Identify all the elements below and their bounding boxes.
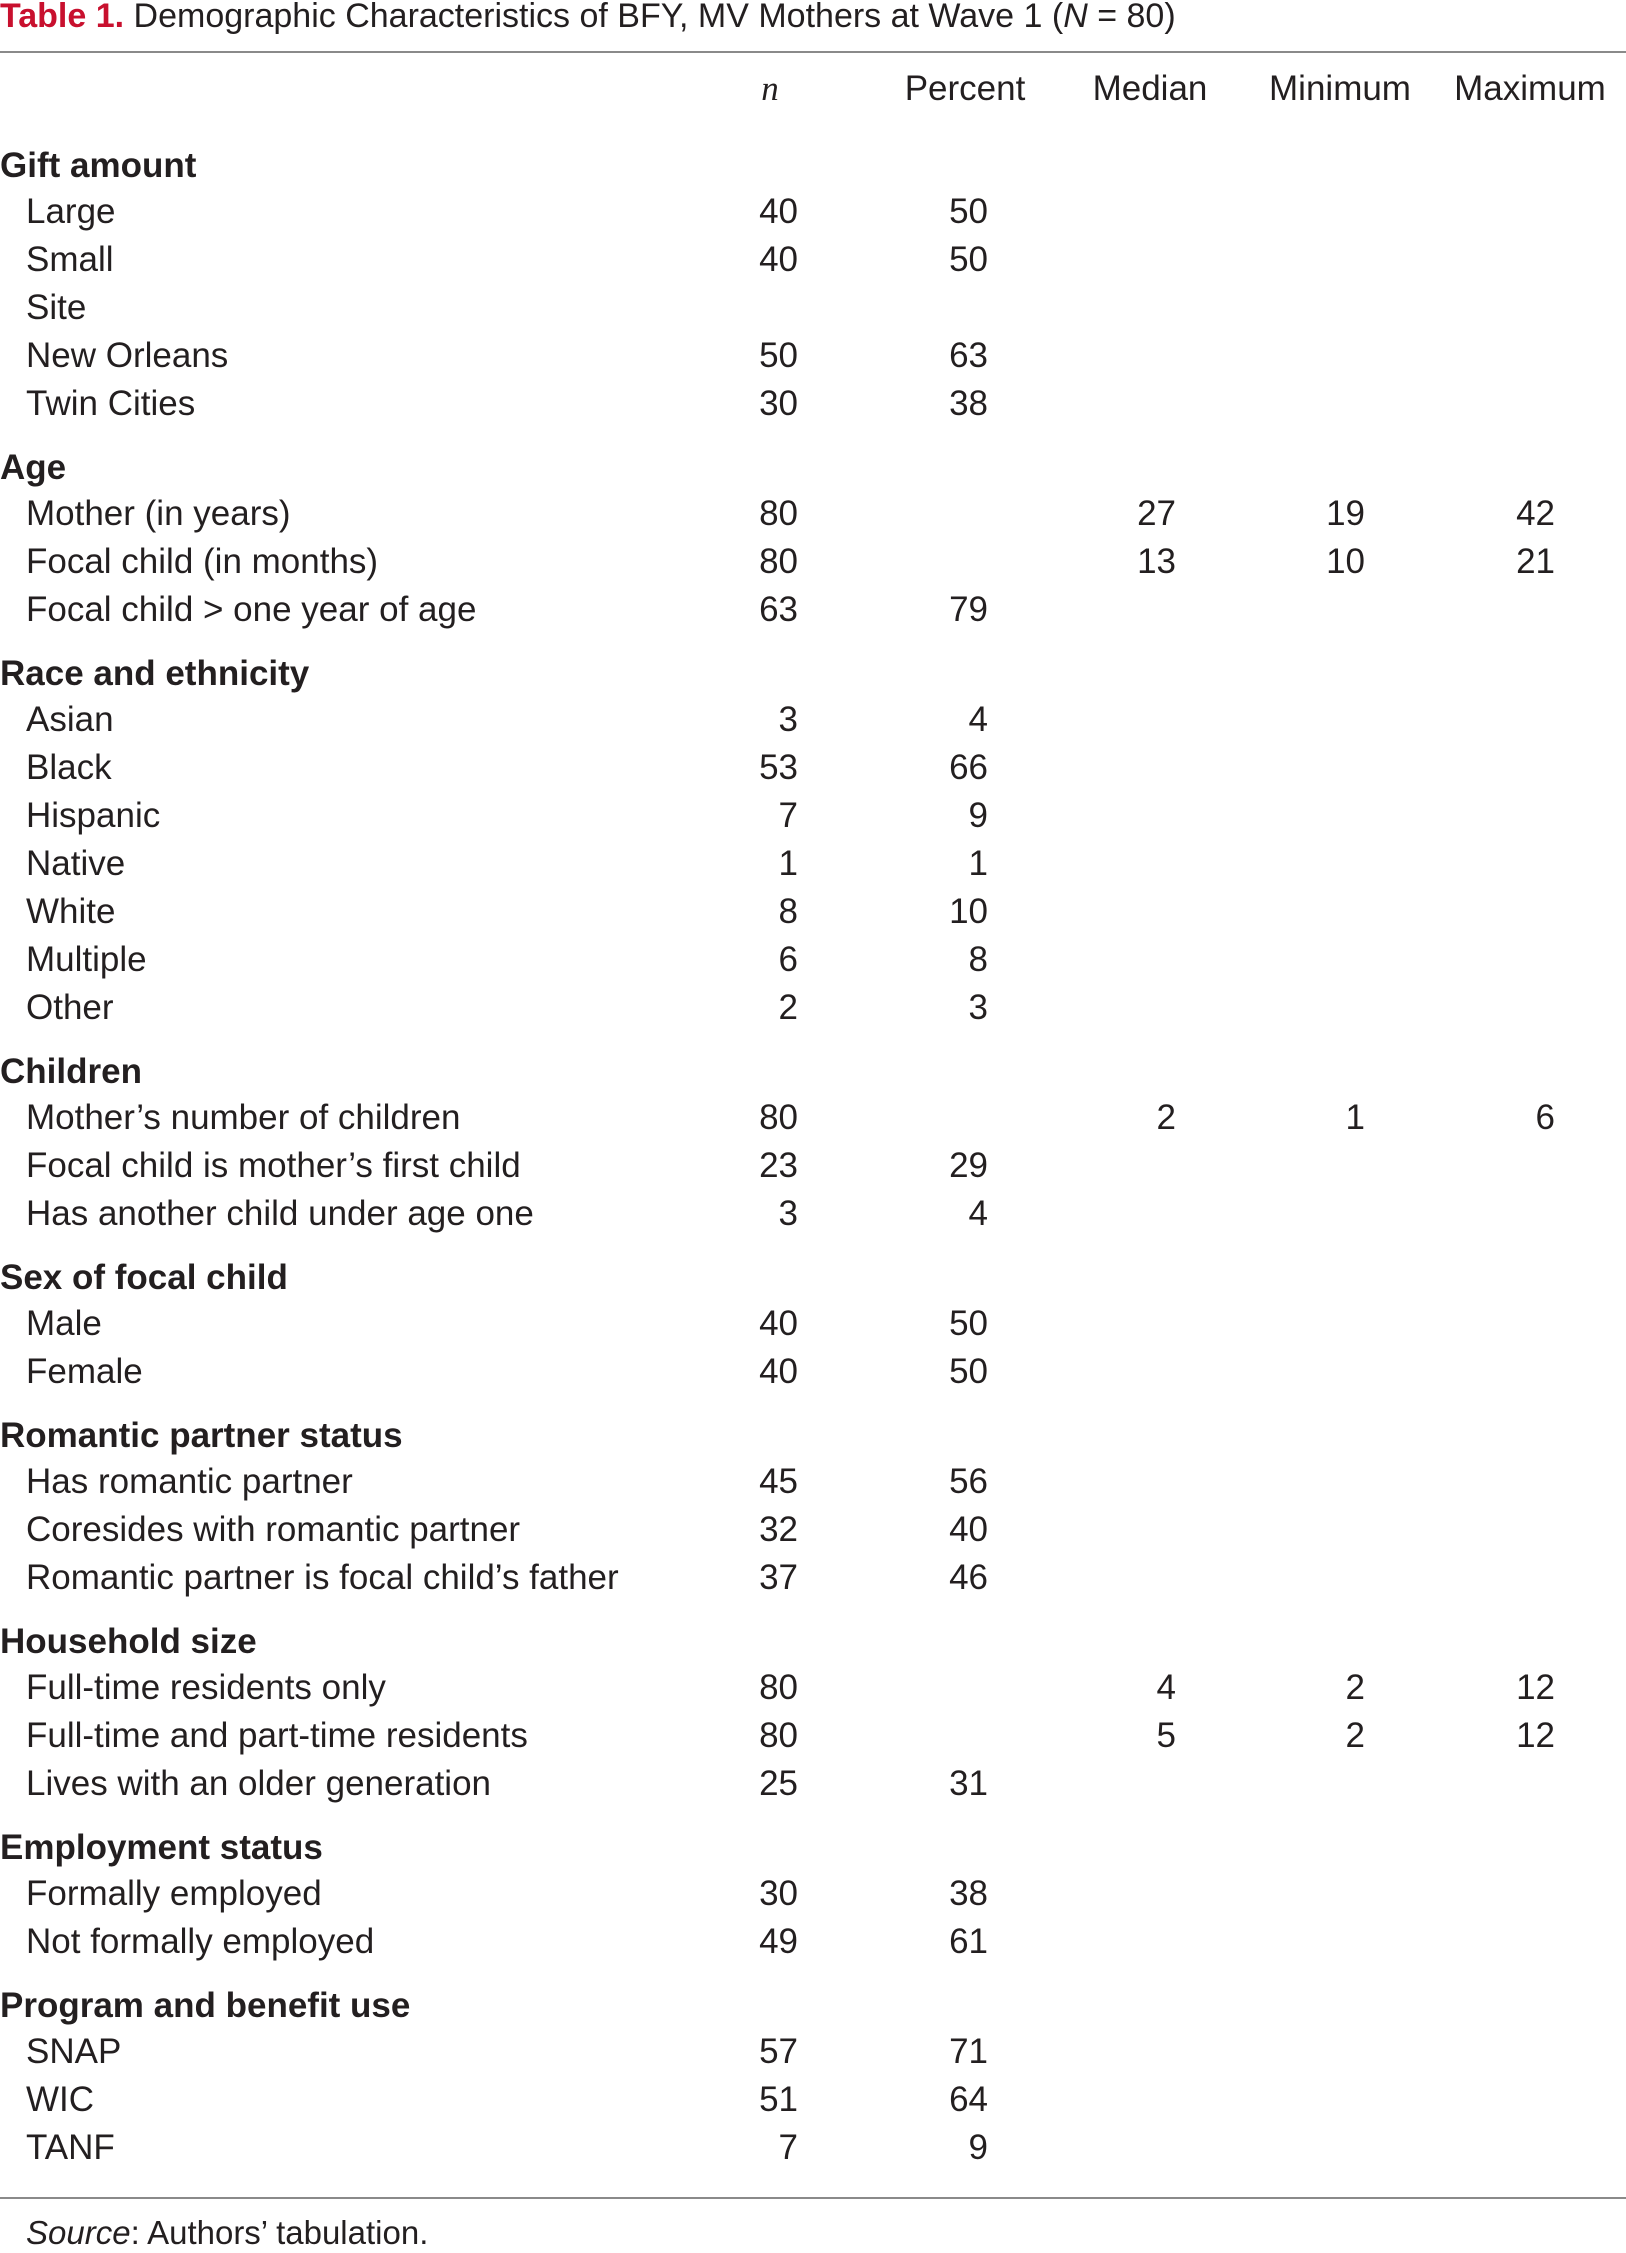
cell-pct: 1	[968, 844, 988, 883]
section-heading	[0, 634, 1626, 696]
cell-min: 2	[1345, 1716, 1365, 1755]
cell-max: 42	[1516, 494, 1555, 533]
row-label: Coresides with romantic partner	[26, 1510, 521, 1549]
cell-pct: 79	[949, 590, 988, 629]
row-label: SNAP	[26, 2032, 122, 2071]
table-row	[0, 538, 1626, 586]
cell-med: 13	[1137, 542, 1176, 581]
cell-pct: 4	[968, 700, 988, 739]
cell-pct: 50	[949, 1304, 988, 1343]
cell-min: 19	[1326, 494, 1365, 533]
cell-pct: 40	[949, 1510, 988, 1549]
cell-n: 80	[759, 1098, 798, 1137]
row-label: Female	[26, 1352, 143, 1391]
cell-pct: 50	[949, 1352, 988, 1391]
cell-med: 4	[1156, 1668, 1176, 1707]
cell-n: 7	[778, 796, 798, 835]
cell-min: 2	[1345, 1668, 1365, 1707]
cell-pct: 8	[968, 940, 988, 979]
row-label: Large	[26, 192, 116, 231]
cell-pct: 38	[949, 384, 988, 423]
row-label: WIC	[26, 2080, 95, 2119]
table-row	[0, 1918, 1626, 1966]
section-title: Race and ethnicity	[0, 654, 310, 693]
cell-n: 40	[759, 240, 798, 279]
cell-n: 6	[778, 940, 798, 979]
table-row	[0, 984, 1626, 1032]
section-title: Children	[0, 1052, 142, 1091]
cell-max: 12	[1516, 1716, 1555, 1755]
bottom-rule	[0, 2197, 1626, 2199]
section-title: Romantic partner status	[0, 1416, 403, 1455]
cell-pct: 29	[949, 1146, 988, 1185]
table-title	[134, 0, 1176, 35]
table-row	[0, 792, 1626, 840]
table-row	[0, 1190, 1626, 1238]
cell-pct: 63	[949, 336, 988, 375]
table-title-n: N	[1063, 0, 1088, 35]
section-heading	[0, 428, 1626, 490]
cell-pct: 3	[968, 988, 988, 1027]
header-minimum: Minimum	[1269, 69, 1411, 108]
cell-n: 45	[759, 1462, 798, 1501]
cell-n: 3	[778, 1194, 798, 1233]
cell-n: 2	[778, 988, 798, 1027]
table-row	[0, 1142, 1626, 1190]
table-row	[0, 888, 1626, 936]
table-row	[0, 284, 1626, 332]
cell-n: 40	[759, 1352, 798, 1391]
cell-n: 80	[759, 494, 798, 533]
section-heading	[0, 1032, 1626, 1094]
table-row	[0, 1348, 1626, 1396]
section-heading	[0, 1396, 1626, 1458]
row-label: Mother (in years)	[26, 494, 291, 533]
table-row	[0, 1554, 1626, 1602]
header-median: Median	[1092, 69, 1208, 108]
row-label: Twin Cities	[26, 384, 196, 423]
table-row	[0, 1506, 1626, 1554]
row-label: Full-time and part-time residents	[26, 1716, 528, 1755]
row-label: Focal child is mother’s first child	[26, 1146, 521, 1185]
row-label: Lives with an older generation	[26, 1764, 492, 1803]
cell-pct: 71	[949, 2032, 988, 2071]
row-label: TANF	[26, 2128, 115, 2167]
cell-pct: 9	[968, 796, 988, 835]
cell-n: 8	[778, 892, 798, 931]
row-label: Has romantic partner	[26, 1462, 353, 1501]
table-header	[0, 52, 1626, 126]
row-label: Focal child > one year of age	[26, 590, 477, 629]
cell-med: 2	[1156, 1098, 1176, 1137]
table-label: Table 1.	[0, 0, 125, 35]
table-row	[0, 1094, 1626, 1142]
table-title-pre: Demographic Characteristics of BFY, MV Mothers at Wave 1 (	[133, 0, 1064, 35]
row-label: Native	[26, 844, 126, 883]
cell-pct: 56	[949, 1462, 988, 1501]
cell-n: 3	[778, 700, 798, 739]
cell-n: 80	[759, 542, 798, 581]
cell-n: 49	[759, 1922, 798, 1961]
table-row	[0, 2124, 1626, 2172]
cell-n: 30	[759, 1874, 798, 1913]
table-row	[0, 490, 1626, 538]
section-heading	[0, 126, 1626, 188]
row-label: Male	[26, 1304, 102, 1343]
cell-n: 40	[759, 192, 798, 231]
row-label: New Orleans	[26, 336, 229, 375]
data-table	[0, 52, 1626, 2172]
table-row	[0, 840, 1626, 888]
cell-pct: 50	[949, 240, 988, 279]
table-row	[0, 1458, 1626, 1506]
cell-pct: 61	[949, 1922, 988, 1961]
cell-n: 80	[759, 1716, 798, 1755]
table-caption	[0, 0, 1176, 36]
cell-n: 80	[759, 1668, 798, 1707]
table-row	[0, 696, 1626, 744]
cell-pct: 66	[949, 748, 988, 787]
row-label: Romantic partner is focal child’s father	[26, 1558, 619, 1597]
cell-max: 6	[1535, 1098, 1555, 1137]
row-label: Focal child (in months)	[26, 542, 379, 581]
cell-pct: 50	[949, 192, 988, 231]
cell-n: 23	[759, 1146, 798, 1185]
cell-pct: 9	[968, 2128, 988, 2167]
section-title: Employment status	[0, 1828, 323, 1867]
table-row	[0, 1760, 1626, 1808]
row-label: Multiple	[26, 940, 147, 979]
header-percent: Percent	[904, 69, 1026, 108]
cell-med: 27	[1137, 494, 1176, 533]
cell-max: 21	[1516, 542, 1555, 581]
table-title-post: = 80)	[1087, 0, 1176, 35]
table-row	[0, 332, 1626, 380]
row-label: Has another child under age one	[26, 1194, 534, 1233]
table-row	[0, 380, 1626, 428]
row-label: Mother’s number of children	[26, 1098, 461, 1137]
table-row	[0, 1870, 1626, 1918]
section-title: Age	[0, 448, 67, 487]
source-text: : Authors’ tabulation.	[130, 2214, 429, 2251]
section-heading	[0, 1602, 1626, 1664]
cell-min: 1	[1345, 1098, 1365, 1137]
section-heading	[0, 1238, 1626, 1300]
section-title: Gift amount	[0, 146, 197, 185]
cell-n: 51	[759, 2080, 798, 2119]
cell-n: 25	[759, 1764, 798, 1803]
row-label: Site	[26, 288, 87, 327]
section-heading	[0, 1808, 1626, 1870]
cell-n: 37	[759, 1558, 798, 1597]
table-row	[0, 586, 1626, 634]
table-row	[0, 744, 1626, 792]
row-label: Formally employed	[26, 1874, 322, 1913]
table-row	[0, 1664, 1626, 1712]
table-source	[26, 2213, 428, 2253]
section-heading	[0, 1966, 1626, 2028]
section-title: Sex of focal child	[0, 1258, 288, 1297]
row-label: White	[26, 892, 116, 931]
row-label: Other	[26, 988, 114, 1027]
cell-n: 32	[759, 1510, 798, 1549]
cell-n: 50	[759, 336, 798, 375]
cell-n: 40	[759, 1304, 798, 1343]
table-row	[0, 188, 1626, 236]
row-label: Asian	[26, 700, 114, 739]
cell-n: 63	[759, 590, 798, 629]
section-title: Program and benefit use	[0, 1986, 411, 2025]
cell-n: 57	[759, 2032, 798, 2071]
table-row	[0, 1300, 1626, 1348]
table-body	[0, 126, 1626, 2172]
table-row	[0, 236, 1626, 284]
table-row	[0, 936, 1626, 984]
table-row	[0, 2028, 1626, 2076]
row-label: Full-time residents only	[26, 1668, 386, 1707]
cell-pct: 31	[949, 1764, 988, 1803]
table-row	[0, 2076, 1626, 2124]
cell-pct: 38	[949, 1874, 988, 1913]
table-row	[0, 1712, 1626, 1760]
header-maximum: Maximum	[1454, 69, 1606, 108]
source-label: Source	[26, 2214, 131, 2251]
section-title: Household size	[0, 1622, 257, 1661]
cell-min: 10	[1326, 542, 1365, 581]
cell-n: 53	[759, 748, 798, 787]
cell-n: 7	[778, 2128, 798, 2167]
row-label: Hispanic	[26, 796, 161, 835]
cell-pct: 10	[949, 892, 988, 931]
cell-pct: 46	[949, 1558, 988, 1597]
cell-pct: 64	[949, 2080, 988, 2119]
row-label: Small	[26, 240, 114, 279]
row-label: Black	[26, 748, 112, 787]
cell-pct: 4	[968, 1194, 988, 1233]
header-n: n	[761, 69, 779, 108]
cell-n: 1	[778, 844, 798, 883]
cell-max: 12	[1516, 1668, 1555, 1707]
cell-n: 30	[759, 384, 798, 423]
row-label: Not formally employed	[26, 1922, 375, 1961]
cell-med: 5	[1156, 1716, 1176, 1755]
